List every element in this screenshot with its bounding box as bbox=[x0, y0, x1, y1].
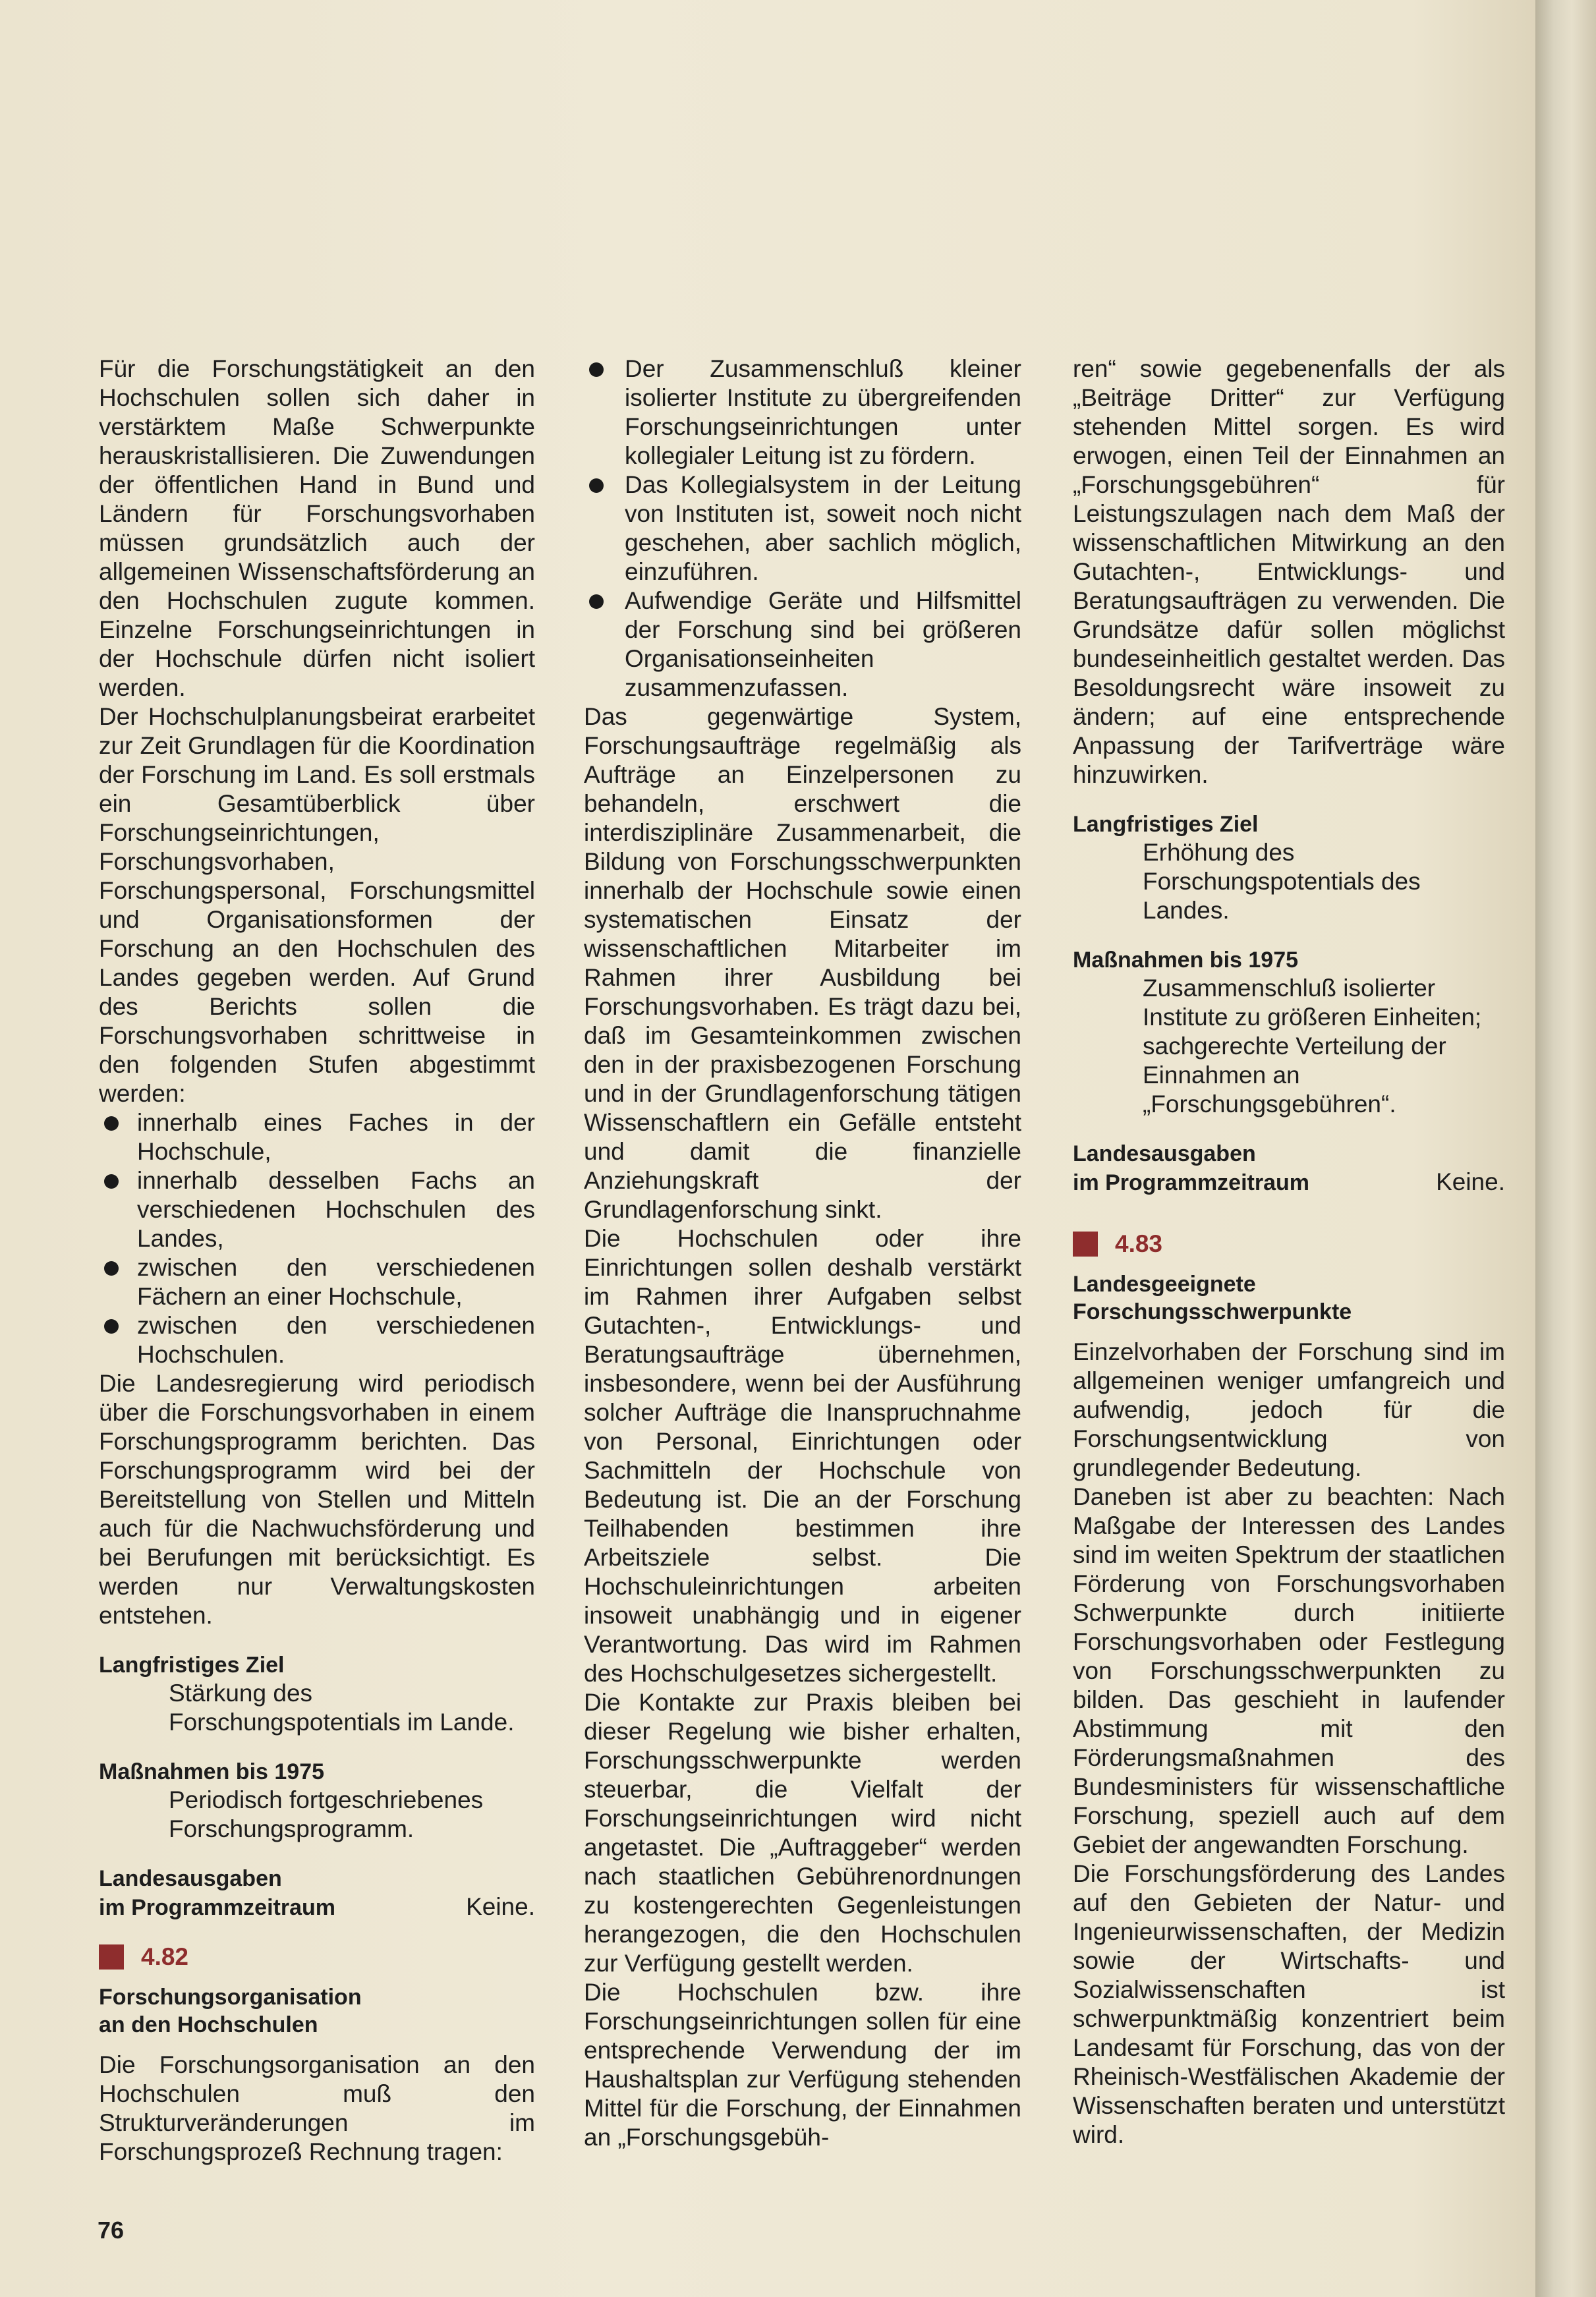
column-1 bbox=[99, 354, 535, 2167]
ausgaben-value: Keine. bbox=[466, 1893, 535, 1920]
paragraph: Einzelvorhaben der Forschung sind im allgemeinen weniger umfangreich und aufwendig, jedoch für die Forschungsentwicklung von grundlegender Bedeutung. bbox=[1073, 1338, 1505, 1481]
massnahmen-heading: Maßnahmen bis 1975 bbox=[1073, 948, 1299, 973]
paragraph: Die Landesregierung wird periodisch über die Forschungsvorhaben in einem Forschungsprogramm berichten. Das Forschungsprogramm wird bei der Bereitstellung von Stellen und Mitteln auch für die Nachwuchsförderung und bei Berufungen mit berücksichtigt. Es werden nur Verwaltungskosten entstehen. bbox=[99, 1370, 535, 1629]
section-title-line1: Landesgeeignete bbox=[1073, 1272, 1256, 1297]
massnahmen-text: Zusammenschluß isolierter Institute zu größeren Einheiten; sachgerechte Verteilung der Einnahmen an „Forschungsgebühren“. bbox=[1143, 975, 1482, 1118]
ziel-heading: Langfristiges Ziel bbox=[99, 1653, 285, 1678]
bullet-list bbox=[584, 354, 1021, 702]
list-item: zwischen den verschiedenen Hochschulen. bbox=[99, 1311, 535, 1369]
ziel-heading: Langfristiges Ziel bbox=[1073, 812, 1259, 837]
section-square-icon bbox=[99, 1944, 124, 1970]
massnahmen-heading: Maßnahmen bis 1975 bbox=[99, 1759, 325, 1784]
ausgaben-value: Keine. bbox=[1436, 1168, 1505, 1195]
paragraph: Die Hochschulen bzw. ihre Forschungseinrichtungen sollen für eine entsprechende Verwendung der im Haushaltsplan zur Verfügung stehenden Mittel für die Forschung, der Einnahmen an „Forschungsgebüh- bbox=[584, 1979, 1021, 2151]
ausgaben-heading-line1: Landesausgaben bbox=[99, 1866, 282, 1891]
list-item: Der Zusammenschluß kleiner isolierter Institute zu übergreifenden Forschungseinrichtungen unter kollegialer Leitung ist zu fördern. bbox=[584, 354, 1021, 470]
paragraph: Der Hochschulplanungsbeirat erarbeitet zur Zeit Grundlagen für die Koordination der Forschung im Land. Es soll erstmals ein Gesamtüberblick über Forschungseinrichtungen, Forschungsvorhaben, Forschungspersonal, Forschungsmittel und Organisationsformen der Forschung an den Hochschulen des Landes gegeben werden. Auf Grund des Berichts sollen die Forschungsvorhaben schrittweise in den folgenden Stufen abgestimmt werden: bbox=[99, 703, 535, 1107]
book-spine bbox=[1535, 0, 1596, 2297]
list-item: Aufwendige Geräte und Hilfsmittel der Forschung sind bei größeren Organisationseinheiten zusammenzufassen. bbox=[584, 586, 1021, 702]
paragraph: Die Kontakte zur Praxis bleiben bei dieser Regelung wie bisher erhalten, Forschungsschwerpunkte werden steuerbar, die Vielfalt der Forschungseinrichtungen wird nicht angetastet. Die „Auftraggeber“ werden nach staatlichen Gebührenordnungen zu kostengerechten Gegenleistungen herangezogen, die den Hochschulen zur Verfügung gestellt werden. bbox=[584, 1689, 1021, 1977]
column-3 bbox=[1073, 354, 1505, 2149]
list-item: innerhalb eines Faches in der Hochschule, bbox=[99, 1108, 535, 1166]
ziel-text: Stärkung des Forschungspotentials im Lande. bbox=[169, 1680, 515, 1736]
paragraph: Die Forschungsorganisation an den Hochschulen muß den Strukturveränderungen im Forschungsprozeß Rechnung tragen: bbox=[99, 2051, 535, 2165]
list-item: innerhalb desselben Fachs an verschiedenen Hochschulen des Landes, bbox=[99, 1166, 535, 1253]
paragraph: Das gegenwärtige System, Forschungsaufträge regelmäßig als Aufträge an Einzelpersonen zu behandeln, erschwert die interdisziplinäre Zusammenarbeit, die Bildung von Forschungsschwerpunkten innerhalb der Hochschule sowie einen systematischen Einsatz der wissenschaftlichen Mitarbeiter im Rahmen ihrer Ausbildung bei Forschungsvorhaben. Es trägt dazu bei, daß im Gesamteinkommen zwischen den in der praxisbezogenen Forschung und in der Grundlagenforschung tätigen Wissenschaftlern ein Gefälle entsteht und damit die finanzielle Anziehungskraft der Grundlagenforschung sinkt. bbox=[584, 703, 1021, 1223]
ausgaben-heading-line2: im Programmzeitraum bbox=[99, 1895, 335, 1920]
paragraph: Die Hochschulen oder ihre Einrichtungen sollen deshalb verstärkt im Rahmen ihrer Aufgaben selbst Gutachten-, Entwicklungs- und Beratungsaufträge übernehmen, insbesondere, wenn bei der Ausführung solcher Aufträge die Inanspruchnahme von Personal, Einrichtungen oder Sachmitteln der Hochschule von Bedeutung ist. Die an der Forschung Teilhabenden bestimmen ihre Arbeitsziele selbst. Die Hochschuleinrichtungen arbeiten insoweit unabhängig und in eigener Verantwortung. Das wird im Rahmen des Hochschulgesetzes sichergestellt. bbox=[584, 1225, 1021, 1687]
massnahmen-text: Periodisch fortgeschriebenes Forschungsprogramm. bbox=[169, 1786, 484, 1842]
bullet-list bbox=[99, 1108, 535, 1369]
section-number: 4.83 bbox=[1115, 1230, 1163, 1257]
section-square-icon bbox=[1073, 1232, 1098, 1257]
list-item: zwischen den verschiedenen Fächern an einer Hochschule, bbox=[99, 1253, 535, 1311]
section-marker bbox=[99, 1943, 535, 1971]
paragraph: Daneben ist aber zu beachten: Nach Maßgabe der Interessen des Landes sind im weiten Spektrum der staatlichen Förderung von Forschungsvorhaben Schwerpunkte durch initiierte Forschungsvorhaben oder Festlegung von Forschungsschwerpunkten zu bilden. Das geschieht in laufender Abstimmung mit den Förderungsmaßnahmen des Bundesministers für wissenschaftliche Forschung, speziell auch auf dem Gebiet der angewandten Forschung. bbox=[1073, 1483, 1505, 1858]
section-title-line2: an den Hochschulen bbox=[99, 2012, 318, 2037]
section-marker bbox=[1073, 1230, 1505, 1259]
list-item: Das Kollegialsystem in der Leitung von Instituten ist, soweit noch nicht geschehen, aber sachlich möglich, einzuführen. bbox=[584, 470, 1021, 586]
page-number: 76 bbox=[98, 2217, 125, 2244]
ausgaben-heading-line2: im Programmzeitraum bbox=[1073, 1170, 1309, 1195]
section-title-line1: Forschungsorganisation bbox=[99, 1985, 362, 2010]
paragraph: Die Forschungsförderung des Landes auf den Gebieten der Natur- und Ingenieurwissenschaften, der Medizin sowie der Wirtschafts- und Sozialwissenschaften ist schwerpunktmäßig konzentriert beim Landesamt für Forschung, das von der Rheinisch-Westfälischen Akademie der Wissenschaften beraten und unterstützt wird. bbox=[1073, 1860, 1505, 2148]
ziel-text: Erhöhung des Forschungspotentials des Landes. bbox=[1143, 839, 1421, 924]
paragraph: Für die Forschungstätigkeit an den Hochschulen sollen sich daher in verstärktem Maße Schwerpunkte herauskristallisieren. Die Zuwendungen der öffentlichen Hand in Bund und Ländern für Forschungsvorhaben müssen grundsätzlich auch der allgemeinen Wissenschaftsförderung an den Hochschulen zugute kommen. Einzelne Forschungseinrichtungen in der Hochschule dürfen nicht isoliert werden. bbox=[99, 355, 535, 701]
paragraph: ren“ sowie gegebenenfalls der als „Beiträge Dritter“ zur Verfügung stehenden Mittel sorgen. Es wird erwogen, einen Teil der Einnahmen an „Forschungsgebühren“ für Leistungszulagen nach dem Maß der wissenschaftlichen Mitwirkung an den Gutachten-, Entwicklungs- und Beratungsaufträgen zu verwenden. Die Grundsätze dafür sollen möglichst bundeseinheitlich gestaltet werden. Das Besoldungsrecht wäre insoweit zu ändern; auf eine entsprechende Anpassung der Tarifverträge wäre hinzuwirken. bbox=[1073, 355, 1505, 788]
column-2 bbox=[584, 354, 1021, 2152]
section-number: 4.82 bbox=[141, 1943, 189, 1970]
section-title-line2: Forschungsschwerpunkte bbox=[1073, 1299, 1352, 1324]
ausgaben-heading-line1: Landesausgaben bbox=[1073, 1141, 1256, 1166]
